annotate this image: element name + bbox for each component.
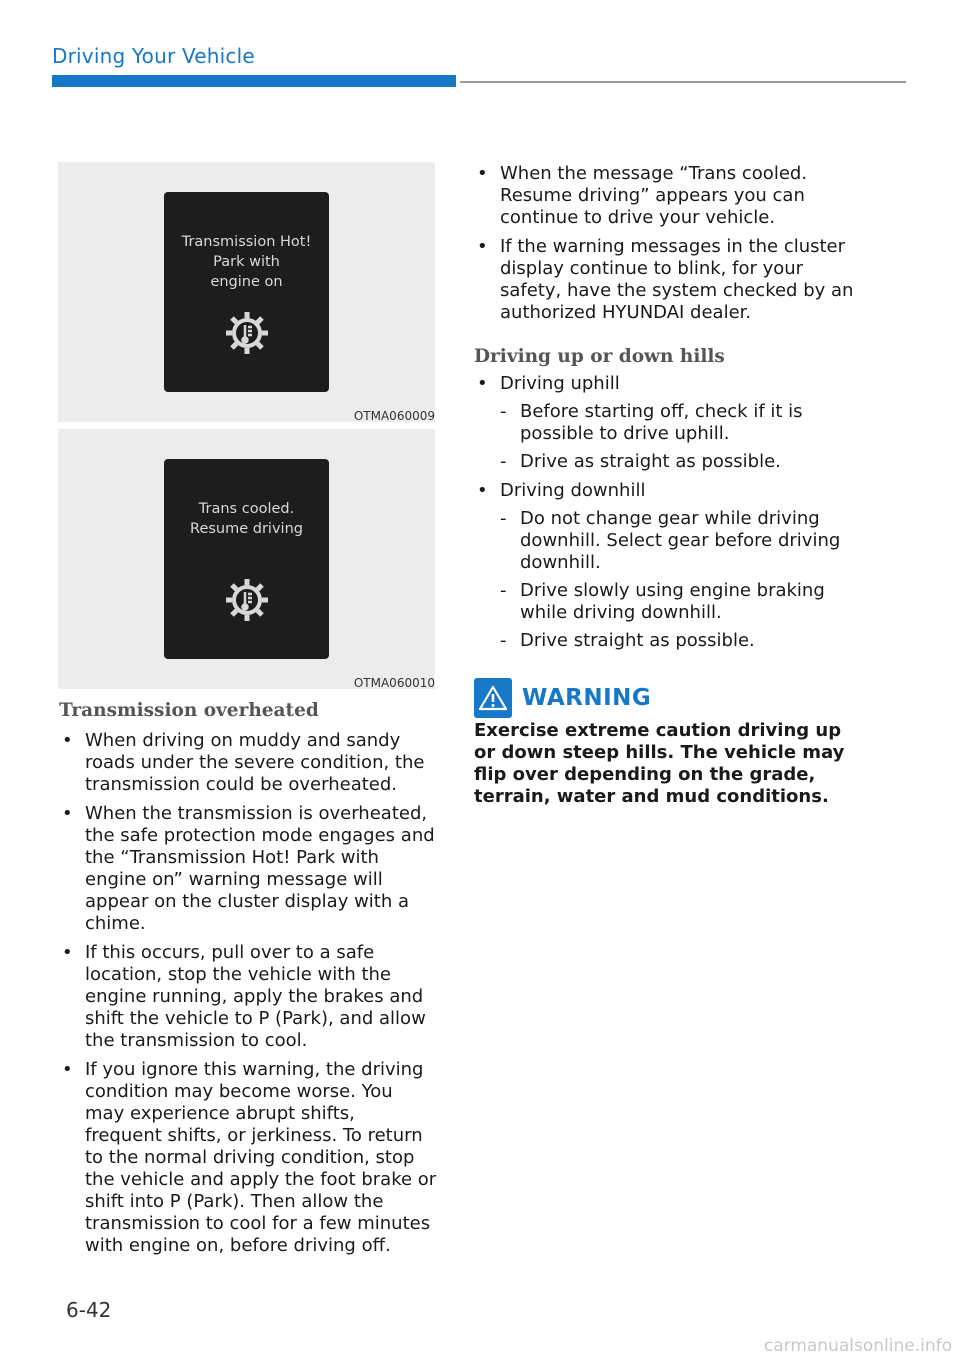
header-rule <box>460 81 906 83</box>
warning-header <box>474 678 651 718</box>
section-heading: Transmission overheated <box>59 700 319 721</box>
sub-list-item: - Before starting off, check if it is possible to drive uphill. <box>500 401 803 444</box>
list-item: • Driving uphill - Before starting off, check if it is possible to drive uphill. - Drive as straight as possible. <box>474 373 856 473</box>
page-number: 6-42 <box>66 1298 112 1322</box>
list-item: • When the transmission is overheated, the safe protection mode engages and the “Transmission Hot! Park with engine on” warning message will appear on the cluster display with a chime. <box>62 803 435 934</box>
list-item: • If you ignore this warning, the driving condition may become worse. You may experience abrupt shifts, frequent shifts, or jerkiness. To return to the normal driving condition, stop the vehicle and apply the foot brake or shift into P (Park). Then allow the transmission to cool for a few minutes with engine on, before driving off. <box>62 1059 437 1256</box>
sub-list-item: - Do not change gear while driving downhill. Select gear before driving downhill. <box>500 508 841 573</box>
section-transmission-overheated <box>59 700 437 1264</box>
watermark: carmanualsonline.info <box>763 1336 952 1356</box>
transmission-temp-gear-icon <box>224 310 270 356</box>
list-item: • Driving downhill - Do not change gear while driving downhill. Select gear before driving downhill. - Drive slowly using engine braking while driving downhill. - Drive straight as possible. <box>474 480 856 652</box>
header-rule-accent <box>52 75 456 87</box>
figure-caption: OTMA060010 <box>353 676 435 690</box>
section-title: Driving Your Vehicle <box>52 44 255 68</box>
cluster-message: Transmission Hot! Park with engine on <box>181 234 312 290</box>
warning-label: WARNING <box>522 685 652 711</box>
warning-text: Exercise extreme caution driving up or down steep hills. The vehicle may flip over depending on the grade, terrain, water and mud conditions. <box>474 720 845 807</box>
cluster-message: Trans cooled. Resume driving <box>190 501 303 537</box>
sub-list-item: - Drive straight as possible. <box>500 630 755 651</box>
transmission-temp-gear-icon <box>224 577 270 623</box>
figure-caption: OTMA060009 <box>353 409 435 423</box>
list-item: • If this occurs, pull over to a safe location, stop the vehicle with the engine running, apply the brakes and shift the vehicle to P (Park), and allow the transmission to cool. <box>62 942 426 1051</box>
list-item: • When driving on muddy and sandy roads under the severe condition, the transmission could be overheated. <box>62 730 425 795</box>
sub-list-item: - Drive as straight as possible. <box>500 451 781 472</box>
cluster-display <box>164 459 329 659</box>
section-heading: Driving up or down hills <box>474 346 725 367</box>
warning-triangle-icon <box>474 678 512 718</box>
figure-trans-cooled <box>58 429 435 689</box>
list-item: • If the warning messages in the cluster display continue to blink, for your safety, have the system checked by an authorized HYUNDAI dealer. <box>477 236 854 323</box>
figure-transmission-hot <box>58 162 435 422</box>
sub-list-item: - Drive slowly using engine braking while driving downhill. <box>500 580 825 623</box>
list-item: • When the message “Trans cooled. Resume driving” appears you can continue to drive your vehicle. <box>477 163 808 228</box>
right-column <box>474 163 856 659</box>
cluster-display <box>164 192 329 392</box>
